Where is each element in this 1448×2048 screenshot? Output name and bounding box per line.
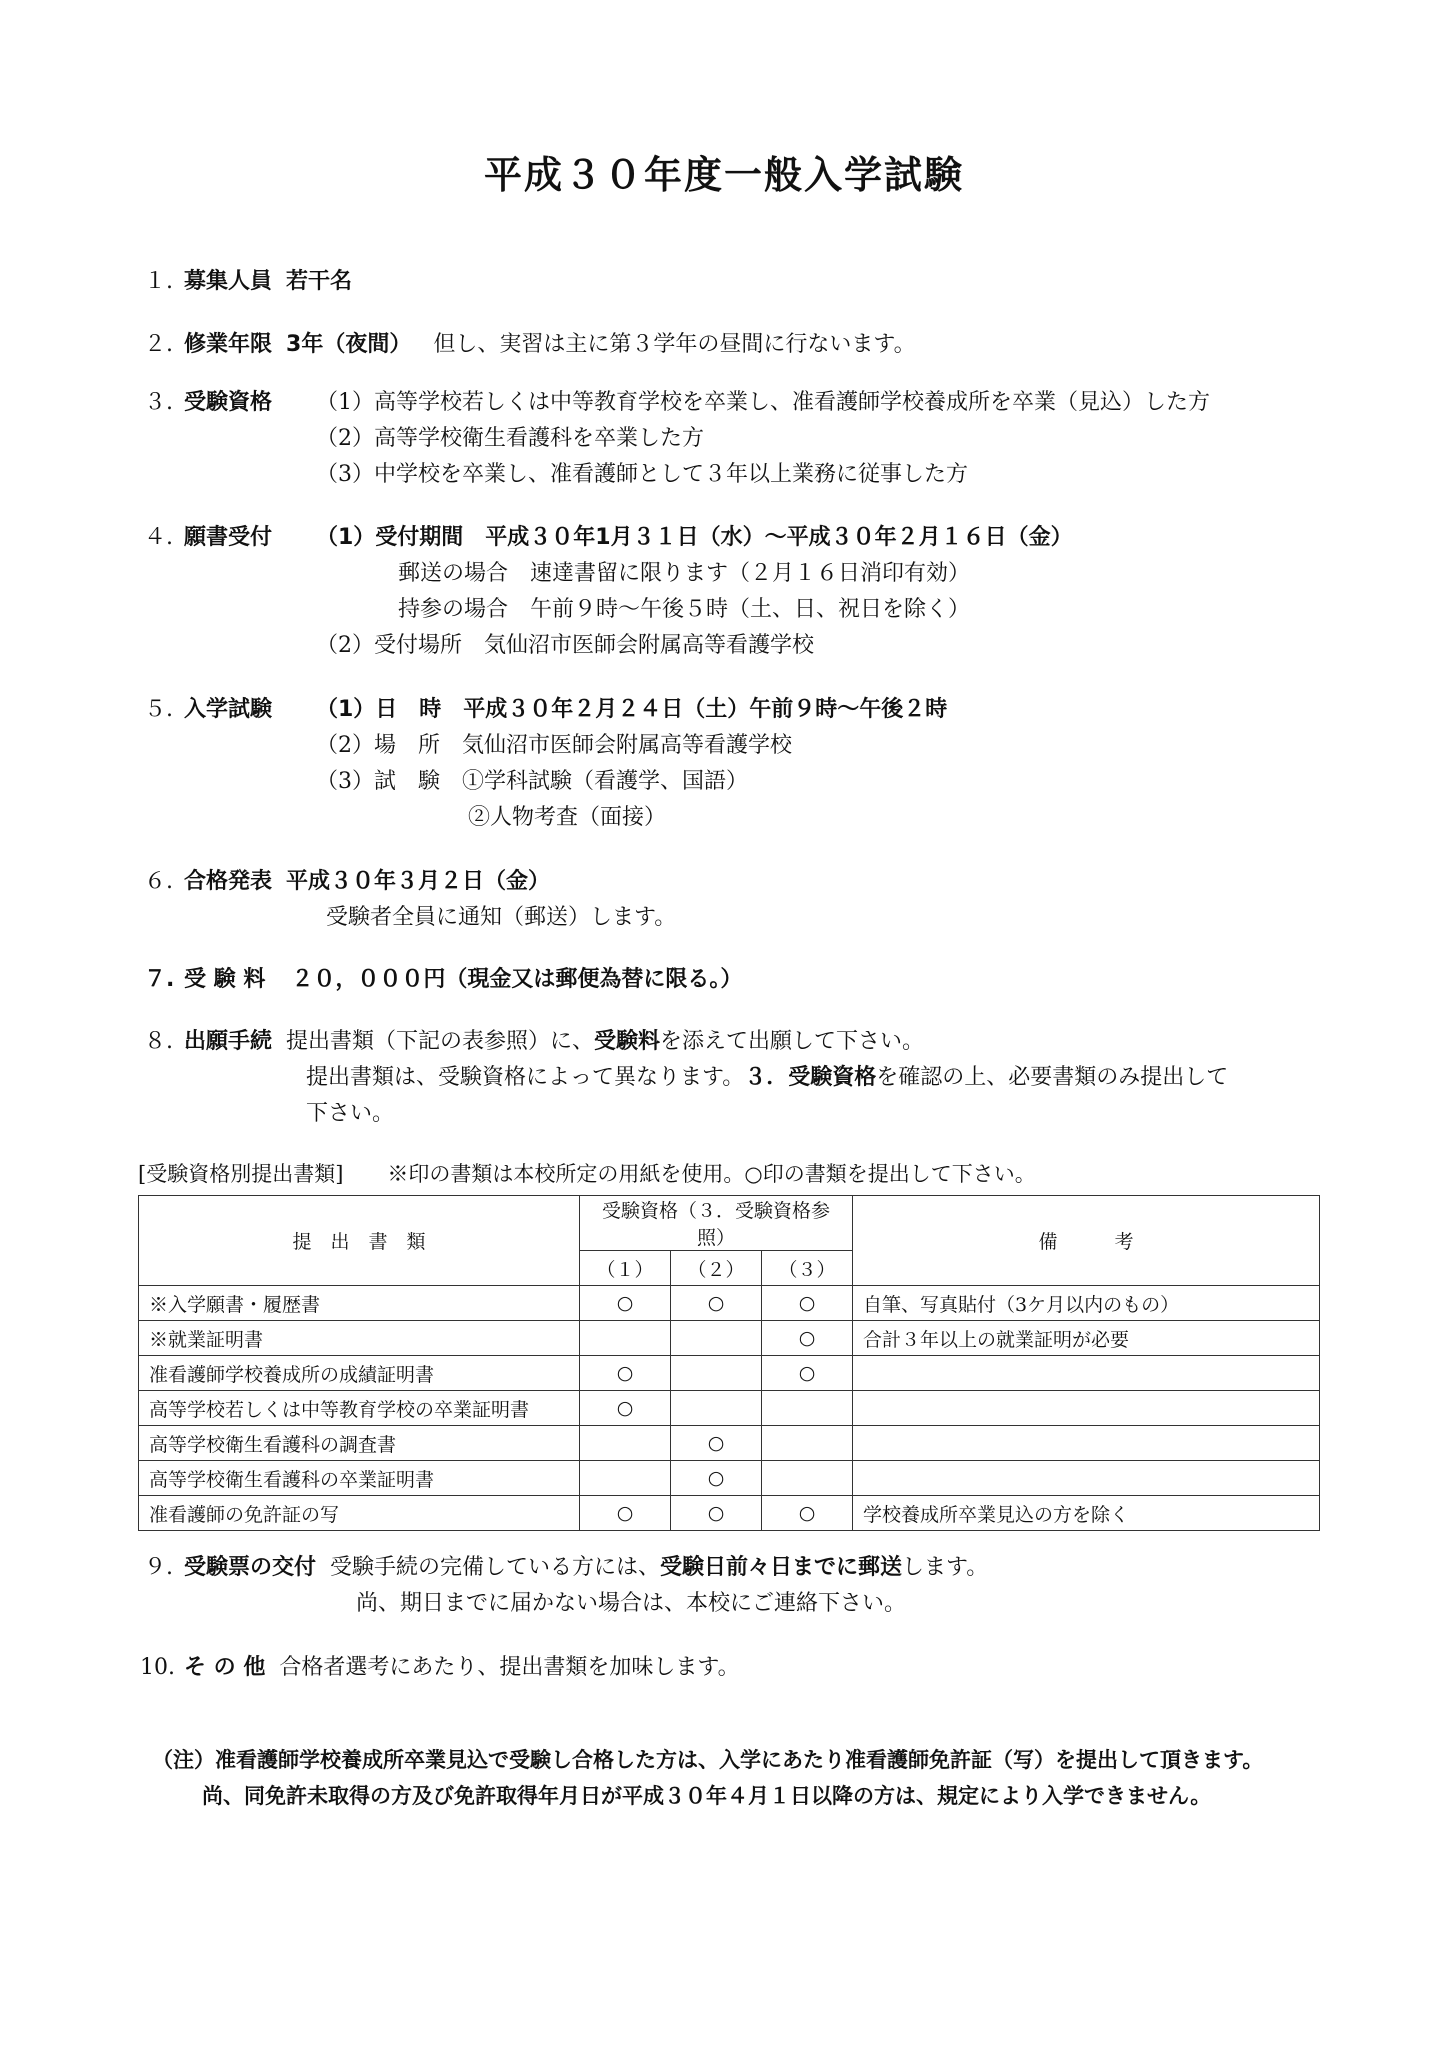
section-2: ２. 修業年限 3年（夜間） 但し、実習は主に第３学年の昼間に行ないます。 xyxy=(144,330,916,360)
section-6: ６. 合格発表 平成３０年３月２日（金） xyxy=(144,867,550,897)
mark-q3: ○ xyxy=(762,1321,853,1356)
header-notes: 備 考 xyxy=(853,1196,1320,1286)
section-8-heading: 出願手続 xyxy=(184,1029,273,1054)
section-9: ９. 受験票の交付 受験手続の完備している方には、受験日前々日までに郵送します。 xyxy=(144,1553,988,1583)
section-5-line-2: （2）場 所 気仙沼市医師会附属高等看護学校 xyxy=(316,733,792,758)
header-q3: （３） xyxy=(762,1251,853,1286)
section-7: ７. 受 験 料 ２０，０００円（現金又は郵便為替に限る。） xyxy=(144,965,742,995)
header-qualification: 受験資格（３．受験資格参照） xyxy=(580,1196,853,1251)
table-row xyxy=(139,1461,1320,1496)
mark-q1: ○ xyxy=(580,1356,671,1391)
section-4-line-1: （1）受付期間 平成３０年1月３１日（水）～平成３０年２月１６日（金） xyxy=(316,525,1073,550)
mark-q3 xyxy=(762,1391,853,1426)
section-5-heading: 入学試験 xyxy=(184,697,273,722)
section-4-line-2: 郵送の場合 速達書留に限ります（２月１６日消印有効） xyxy=(398,561,971,586)
doc-note: 学校養成所卒業見込の方を除く xyxy=(853,1496,1320,1531)
doc-note xyxy=(853,1391,1320,1426)
table-row xyxy=(139,1356,1320,1391)
section-6-line-2: 受験者全員に通知（郵送）します。 xyxy=(326,905,677,930)
doc-name: 高等学校衛生看護科の卒業証明書 xyxy=(139,1461,580,1496)
mark-q2 xyxy=(671,1356,762,1391)
section-3-line-3: （3）中学校を卒業し、准看護師として３年以上業務に従事した方 xyxy=(316,462,968,487)
mark-q2 xyxy=(671,1391,762,1426)
footnote-line-1: （注）准看護師学校養成所卒業見込で受験し合格した方は、入学にあたり准看護師免許証（写）を提出して頂きます。 xyxy=(152,1748,1264,1772)
doc-name: ※入学願書・履歴書 xyxy=(139,1286,580,1321)
section-9-heading: 受験票の交付 xyxy=(184,1555,317,1580)
section-4-line-4: （2）受付場所 気仙沼市医師会附属高等看護学校 xyxy=(316,633,814,658)
section-4-line-3: 持参の場合 午前９時～午後５時（土、日、祝日を除く） xyxy=(398,597,971,622)
footnote-line-2: 尚、同免許未取得の方及び免許取得年月日が平成３０年４月１日以降の方は、規定により入学できません。 xyxy=(202,1784,1212,1808)
section-1: １. 募集人員 若干名 xyxy=(144,267,352,297)
section-4: ４. 願書受付 xyxy=(144,523,286,553)
section-9-line-2: 尚、期日までに届かない場合は、本校にご連絡下さい。 xyxy=(356,1591,907,1616)
doc-name: 准看護師の免許証の写 xyxy=(139,1496,580,1531)
section-4-heading: 願書受付 xyxy=(184,525,273,550)
page-title: 平成３０年度一般入学試験 xyxy=(483,153,964,197)
mark-q3 xyxy=(762,1426,853,1461)
header-q2: （２） xyxy=(671,1251,762,1286)
section-1-heading: 募集人員 xyxy=(184,269,273,294)
section-8-line-2: 提出書類は、受験資格によって異なります。３．受験資格を確認の上、必要書類のみ提出して xyxy=(306,1065,1229,1090)
section-5-line-1: （1）日 時 平成３０年２月２４日（土）午前９時～午後２時 xyxy=(316,697,948,722)
doc-note: 合計３年以上の就業証明が必要 xyxy=(853,1321,1320,1356)
mark-q1: ○ xyxy=(580,1286,671,1321)
mark-q2: ○ xyxy=(671,1461,762,1496)
documents-table xyxy=(138,1195,1320,1531)
section-8-line-3: 下さい。 xyxy=(306,1101,395,1126)
doc-note xyxy=(853,1356,1320,1391)
section-7-heading: 受 験 料 xyxy=(184,967,266,992)
section-3-line-2: （2）高等学校衛生看護科を卒業した方 xyxy=(316,426,704,451)
mark-q1: ○ xyxy=(580,1496,671,1531)
mark-q3: ○ xyxy=(762,1496,853,1531)
mark-q2: ○ xyxy=(671,1286,762,1321)
section-10: 10. そ の 他 合格者選考にあたり、提出書類を加味します。 xyxy=(140,1653,740,1683)
mark-q3 xyxy=(762,1461,853,1496)
header-q1: （１） xyxy=(580,1251,671,1286)
mark-q2: ○ xyxy=(671,1496,762,1531)
header-documents: 提 出 書 類 xyxy=(139,1196,580,1286)
section-2-heading: 修業年限 xyxy=(184,332,273,357)
mark-q2: ○ xyxy=(671,1426,762,1461)
table-header-row xyxy=(139,1196,1320,1251)
table-row xyxy=(139,1391,1320,1426)
table-row xyxy=(139,1321,1320,1356)
doc-note xyxy=(853,1426,1320,1461)
table-row xyxy=(139,1496,1320,1531)
mark-q1: ○ xyxy=(580,1391,671,1426)
table-row xyxy=(139,1426,1320,1461)
section-5-line-4: ②人物考査（面接） xyxy=(468,805,667,830)
section-3-line-1: （1）高等学校若しくは中等教育学校を卒業し、准看護師学校養成所を卒業（見込）した方 xyxy=(316,390,1211,415)
doc-name: 准看護師学校養成所の成績証明書 xyxy=(139,1356,580,1391)
section-3-heading: 受験資格 xyxy=(184,390,273,415)
section-5: ５. 入学試験 xyxy=(144,695,286,725)
doc-note: 自筆、写真貼付（3ケ月以内のもの） xyxy=(853,1286,1320,1321)
mark-q1 xyxy=(580,1321,671,1356)
mark-q1 xyxy=(580,1461,671,1496)
mark-q3: ○ xyxy=(762,1356,853,1391)
section-3: ３. 受験資格 xyxy=(144,388,286,418)
mark-q2 xyxy=(671,1321,762,1356)
doc-note xyxy=(853,1461,1320,1496)
section-8: ８. 出願手続 提出書類（下記の表参照）に、受験料を添えて出願して下さい。 xyxy=(144,1027,924,1057)
mark-q1 xyxy=(580,1426,671,1461)
table-caption: [受験資格別提出書類] ※印の書類は本校所定の用紙を使用。○印の書類を提出して下さい。 xyxy=(138,1162,1036,1186)
table-row xyxy=(139,1286,1320,1321)
mark-q3: ○ xyxy=(762,1286,853,1321)
section-10-heading: そ の 他 xyxy=(184,1655,266,1680)
section-6-heading: 合格発表 xyxy=(184,869,273,894)
section-5-line-3: （3）試 験 ①学科試験（看護学、国語） xyxy=(316,769,748,794)
doc-name: 高等学校若しくは中等教育学校の卒業証明書 xyxy=(139,1391,580,1426)
doc-name: ※就業証明書 xyxy=(139,1321,580,1356)
doc-name: 高等学校衛生看護科の調査書 xyxy=(139,1426,580,1461)
